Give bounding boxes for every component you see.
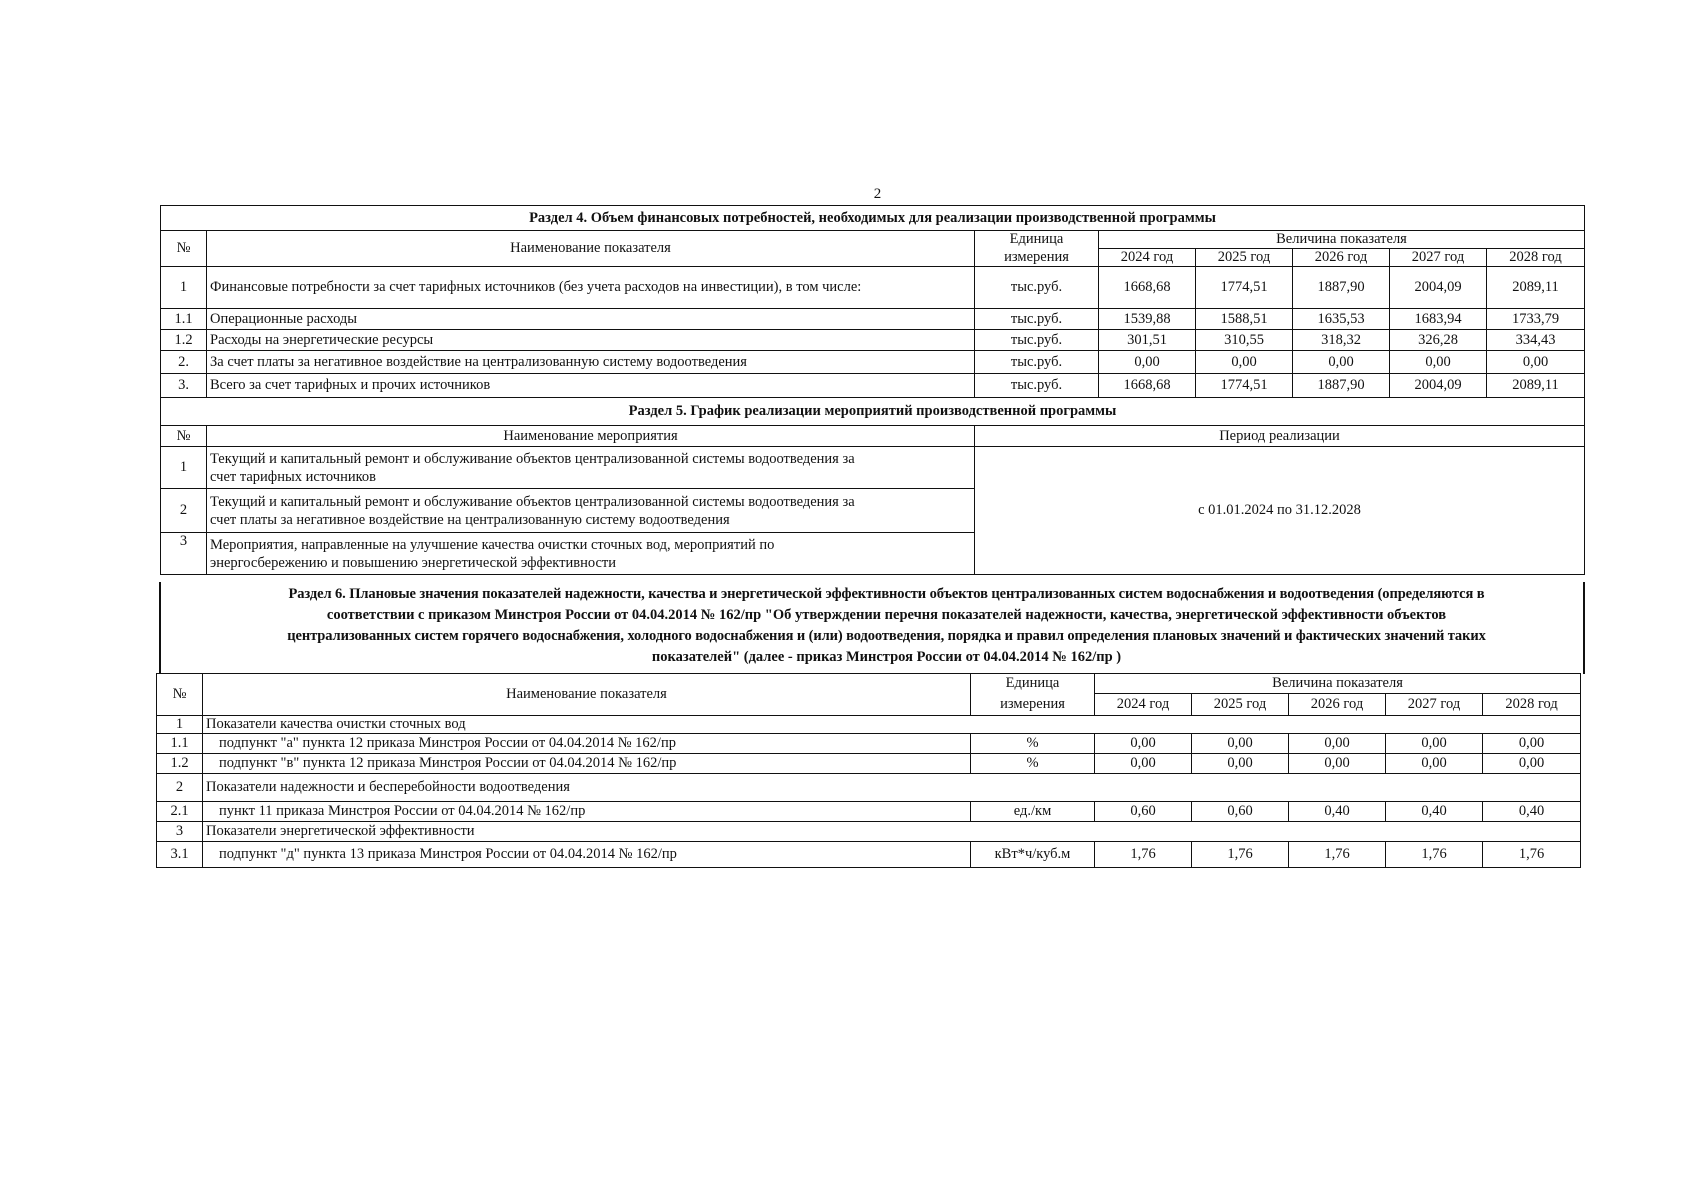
row-name-line: Текущий и капитальный ремонт и обслуживание объектов централизованной системы водоотведения за: [210, 493, 855, 510]
row-value: 318,32: [1293, 330, 1390, 351]
row-value: 1,76: [1386, 842, 1483, 868]
row-value: 0,00: [1386, 754, 1483, 774]
row-unit: кВт*ч/куб.м: [971, 842, 1095, 868]
row-unit: тыс.руб.: [975, 351, 1099, 374]
group-row: [157, 822, 1581, 842]
group-row: [157, 716, 1581, 734]
row-name-line: счет платы за негативное воздействие на централизованную систему водоотведения: [210, 511, 730, 528]
row-name: [207, 489, 975, 533]
table-row: [157, 734, 1581, 754]
row-value: 0,00: [1487, 351, 1585, 374]
row-value: 0,00: [1289, 754, 1386, 774]
row-value: 0,00: [1192, 734, 1289, 754]
group-name: Показатели надежности и бесперебойности водоотведения: [203, 774, 1581, 802]
row-unit: тыс.руб.: [975, 374, 1099, 398]
row-name: подпункт "а" пункта 12 приказа Минстроя России от 04.04.2014 № 162/пр: [203, 734, 971, 754]
section6-left-border: [159, 582, 161, 674]
sections-4-5-table: [160, 205, 1585, 575]
row-value: 1887,90: [1293, 267, 1390, 309]
col-num-header: №: [161, 231, 207, 267]
row-name: Операционные расходы: [207, 309, 975, 330]
row-num: 3: [161, 533, 207, 575]
row-value: 1733,79: [1487, 309, 1585, 330]
col-unit-header-2: измерения: [971, 694, 1095, 716]
row-value: 334,43: [1487, 330, 1585, 351]
section5-title: Раздел 5. График реализации мероприятий производственной программы: [161, 398, 1585, 426]
row-name-line: Мероприятия, направленные на улучшение качества очистки сточных вод, мероприятий по: [210, 536, 775, 553]
row-unit: тыс.руб.: [975, 309, 1099, 330]
row-unit: тыс.руб.: [975, 267, 1099, 309]
row-name: пункт 11 приказа Минстроя России от 04.04.2014 № 162/пр: [203, 802, 971, 822]
row-name: подпункт "в" пункта 12 приказа Минстроя России от 04.04.2014 № 162/пр: [203, 754, 971, 774]
row-num: 2.: [161, 351, 207, 374]
group-row: [157, 774, 1581, 802]
table-row: [161, 374, 1585, 398]
row-num: 1: [161, 447, 207, 489]
section6-right-border: [1583, 582, 1585, 674]
section6-table: [156, 673, 1581, 868]
col-period-header: Период реализации: [975, 426, 1585, 447]
row-value: 0,60: [1095, 802, 1192, 822]
row-num: 2: [157, 774, 203, 802]
year-header: 2028 год: [1483, 694, 1581, 716]
row-value: 1668,68: [1099, 374, 1196, 398]
row-value: 1,76: [1192, 842, 1289, 868]
row-name: [207, 533, 975, 575]
row-value: 2004,09: [1390, 267, 1487, 309]
section5-header-row: [161, 426, 1585, 447]
row-value: 0,00: [1095, 734, 1192, 754]
section6-title-line: показателей" (далее - приказ Минстроя России от 04.04.2014 № 162/пр ): [651, 649, 1122, 665]
year-header: 2026 год: [1289, 694, 1386, 716]
year-header: 2024 год: [1099, 249, 1196, 267]
row-value: 0,00: [1099, 351, 1196, 374]
row-num: 1: [157, 716, 203, 734]
table-row: [157, 802, 1581, 822]
row-name-line: энергосбережению и повышению энергетической эффективности: [210, 554, 616, 571]
section4-header-row: [161, 231, 1585, 249]
row-value: 0,00: [1196, 351, 1293, 374]
row-value: 0,00: [1095, 754, 1192, 774]
row-name: [207, 447, 975, 489]
section6-header-row: [157, 674, 1581, 694]
row-value: 0,00: [1386, 734, 1483, 754]
year-header: 2025 год: [1196, 249, 1293, 267]
row-value: 1668,68: [1099, 267, 1196, 309]
col-name-header: Наименование показателя: [207, 231, 975, 267]
table-row: [161, 330, 1585, 351]
row-value: 0,40: [1483, 802, 1581, 822]
col-num-header: №: [157, 674, 203, 716]
row-value: 326,28: [1390, 330, 1487, 351]
section6-title-line: Раздел 6. Плановые значения показателей надежности, качества и энергетической эффективности объектов централизованных систем водоснабжения и водоотведения (определяются в: [288, 586, 1485, 602]
period-cell: с 01.01.2024 по 31.12.2028: [975, 447, 1585, 575]
row-value: 1774,51: [1196, 374, 1293, 398]
table-row: [161, 309, 1585, 330]
row-value: 1,76: [1289, 842, 1386, 868]
row-value: 1887,90: [1293, 374, 1390, 398]
row-name-line: счет тарифных источников: [210, 468, 376, 485]
section4-title: Раздел 4. Объем финансовых потребностей, необходимых для реализации производственной программы: [161, 206, 1585, 231]
row-num: 1.2: [157, 754, 203, 774]
row-value: 2004,09: [1390, 374, 1487, 398]
row-name: подпункт "д" пункта 13 приказа Минстроя России от 04.04.2014 № 162/пр: [203, 842, 971, 868]
section4-title-row: [161, 206, 1585, 231]
col-value-header: Величина показателя: [1095, 674, 1581, 694]
row-name: Всего за счет тарифных и прочих источников: [207, 374, 975, 398]
row-num: 3: [157, 822, 203, 842]
row-num: 1.2: [161, 330, 207, 351]
section6-title: [160, 582, 1613, 670]
row-value: 0,40: [1289, 802, 1386, 822]
row-name: Финансовые потребности за счет тарифных источников (без учета расходов на инвестиции), в том числе:: [207, 267, 975, 309]
year-header: 2026 год: [1293, 249, 1390, 267]
row-num: 2.1: [157, 802, 203, 822]
row-value: 301,51: [1099, 330, 1196, 351]
table-row: [157, 842, 1581, 868]
row-num: 1.1: [157, 734, 203, 754]
table-row: [157, 754, 1581, 774]
col-unit-header: Единица: [975, 231, 1099, 249]
table-row: [161, 447, 1585, 489]
row-value: 0,00: [1483, 734, 1581, 754]
col-measure-header: Наименование мероприятия: [207, 426, 975, 447]
row-unit: %: [971, 754, 1095, 774]
col-name-header: Наименование показателя: [203, 674, 971, 716]
row-value: 0,00: [1483, 754, 1581, 774]
row-value: 2089,11: [1487, 267, 1585, 309]
row-value: 1,76: [1095, 842, 1192, 868]
row-value: 1539,88: [1099, 309, 1196, 330]
row-value: 1588,51: [1196, 309, 1293, 330]
year-header: 2027 год: [1386, 694, 1483, 716]
row-value: 0,00: [1390, 351, 1487, 374]
year-header: 2028 год: [1487, 249, 1585, 267]
col-num-header: №: [161, 426, 207, 447]
row-value: 1683,94: [1390, 309, 1487, 330]
row-value: 0,60: [1192, 802, 1289, 822]
col-unit-header-2: измерения: [975, 249, 1099, 267]
row-value: 1774,51: [1196, 267, 1293, 309]
row-unit: %: [971, 734, 1095, 754]
row-unit: тыс.руб.: [975, 330, 1099, 351]
row-value: 2089,11: [1487, 374, 1585, 398]
col-unit-header: Единица: [971, 674, 1095, 694]
year-header: 2025 год: [1192, 694, 1289, 716]
group-name: Показатели качества очистки сточных вод: [203, 716, 1581, 734]
section5-title-row: [161, 398, 1585, 426]
row-num: 1: [161, 267, 207, 309]
row-value: 0,40: [1386, 802, 1483, 822]
year-header: 2027 год: [1390, 249, 1487, 267]
col-value-header: Величина показателя: [1099, 231, 1585, 249]
row-num: 1.1: [161, 309, 207, 330]
row-value: 0,00: [1293, 351, 1390, 374]
row-name: Расходы на энергетические ресурсы: [207, 330, 975, 351]
row-value: 1635,53: [1293, 309, 1390, 330]
row-value: 0,00: [1192, 754, 1289, 774]
table-row: [161, 267, 1585, 309]
row-num: 2: [161, 489, 207, 533]
section6-title-line: соответствии с приказом Минстроя России от 04.04.2014 № 162/пр "Об утверждении перечня показателей надежности, качества, энергетической эффективности объектов: [326, 607, 1447, 623]
row-name-line: Текущий и капитальный ремонт и обслуживание объектов централизованной системы водоотведения за: [210, 450, 855, 467]
row-value: 1,76: [1483, 842, 1581, 868]
group-name: Показатели энергетической эффективности: [203, 822, 1581, 842]
page-number: 2: [873, 186, 882, 202]
table-row: [161, 351, 1585, 374]
row-value: 0,00: [1289, 734, 1386, 754]
section6-title-line: централизованных систем горячего водоснабжения, холодного водоснабжения и (или) водоотведения, порядка и правил определения плановых значений и фактических значений таких: [287, 628, 1486, 644]
year-header: 2024 год: [1095, 694, 1192, 716]
row-unit: ед./км: [971, 802, 1095, 822]
row-num: 3.1: [157, 842, 203, 868]
row-num: 3.: [161, 374, 207, 398]
row-name: За счет платы за негативное воздействие на централизованную систему водоотведения: [207, 351, 975, 374]
row-value: 310,55: [1196, 330, 1293, 351]
